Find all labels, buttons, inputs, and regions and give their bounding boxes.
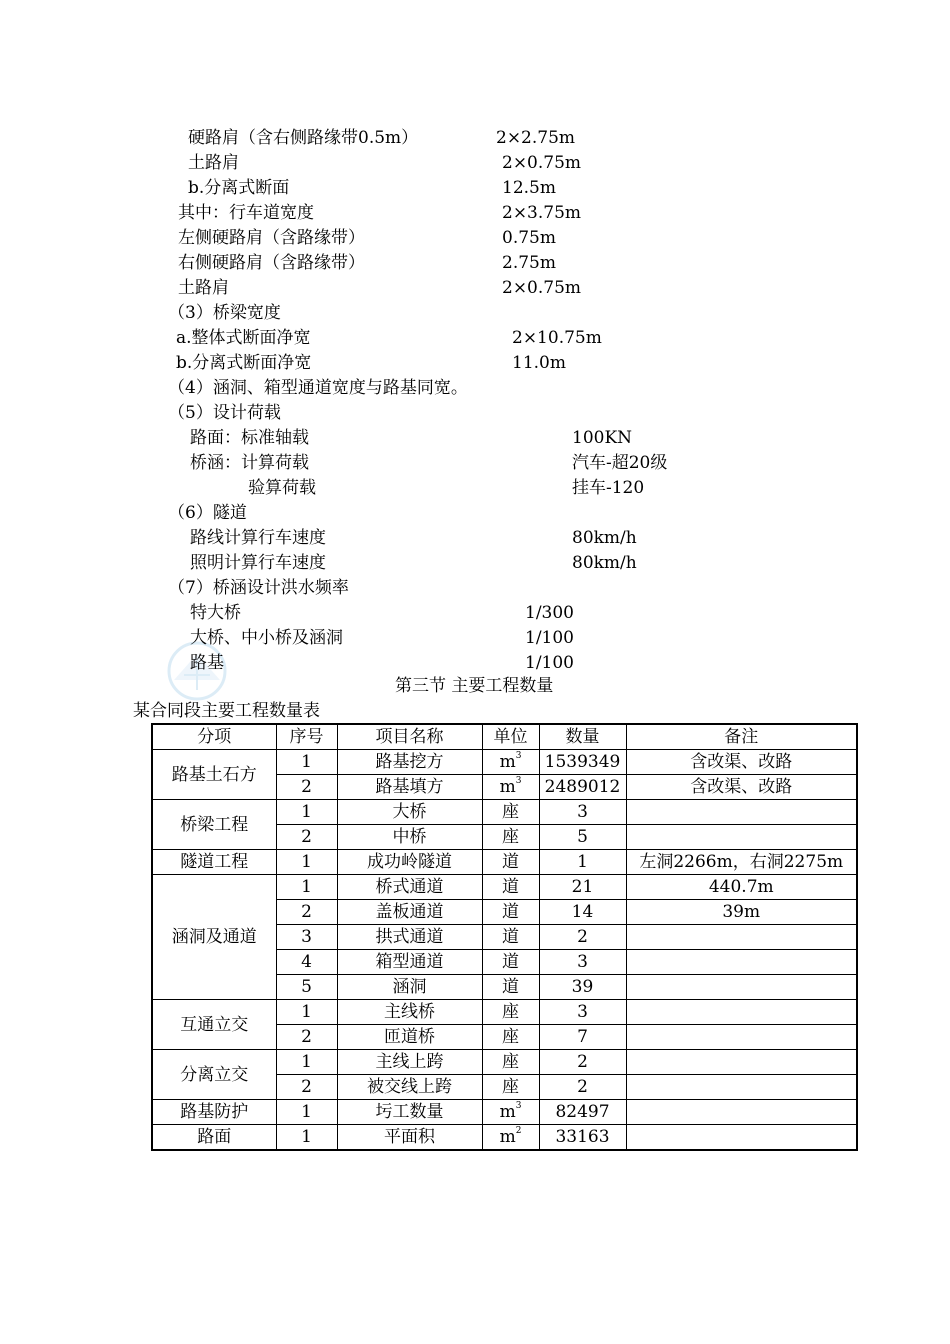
quantity-cell bbox=[539, 800, 626, 825]
quantity-cell bbox=[539, 875, 626, 900]
table-row bbox=[152, 1000, 857, 1025]
section-heading: （7）桥涵设计洪水频率 bbox=[168, 578, 349, 598]
unit-cell bbox=[482, 1100, 539, 1125]
spec-value: 2×0.75m bbox=[502, 278, 582, 298]
quantity-cell-text: 2489012 bbox=[544, 777, 621, 797]
unit-cell bbox=[482, 1050, 539, 1075]
unit-cell-text: 道 bbox=[502, 927, 519, 947]
item-name-cell bbox=[337, 900, 482, 925]
quantity-cell-text: 33163 bbox=[555, 1127, 610, 1147]
quantity-cell-text: 82497 bbox=[555, 1102, 610, 1122]
item-name-cell-text: 主线桥 bbox=[384, 1002, 435, 1022]
spec-value: 11.0m bbox=[512, 353, 566, 373]
spec-label: 大桥、中小桥及涵洞 bbox=[190, 628, 343, 648]
spec-label: 特大桥 bbox=[190, 603, 241, 623]
quantity-cell-text: 21 bbox=[571, 877, 594, 897]
spec-label: b.分离式断面净宽 bbox=[176, 353, 312, 373]
quantity-cell bbox=[539, 825, 626, 850]
item-name-cell-text: 中桥 bbox=[392, 827, 427, 847]
section-title: 第三节 主要工程数量 bbox=[395, 676, 554, 696]
unit-cell-text: m bbox=[499, 752, 516, 772]
row-number-cell-text: 2 bbox=[301, 1077, 312, 1097]
table-row bbox=[152, 750, 857, 775]
row-number-cell-text: 1 bbox=[301, 1052, 312, 1072]
row-number-cell-text: 1 bbox=[301, 877, 312, 897]
row-number-cell-text: 5 bbox=[301, 977, 312, 997]
unit-superscript: 3 bbox=[515, 751, 522, 761]
spec-label: 土路肩 bbox=[188, 153, 239, 173]
row-number-cell-text: 2 bbox=[301, 1027, 312, 1047]
note-cell bbox=[626, 1025, 857, 1050]
spec-value: 2×10.75m bbox=[512, 328, 602, 348]
row-number-cell-text: 3 bbox=[301, 927, 312, 947]
quantity-cell-text: 7 bbox=[577, 1027, 588, 1047]
unit-cell-text: 道 bbox=[502, 852, 519, 872]
unit-cell bbox=[482, 1025, 539, 1050]
category-cell: 涵洞及通道 bbox=[152, 875, 276, 1000]
spec-value: 80km/h bbox=[572, 553, 637, 573]
item-name-cell-text: 大桥 bbox=[392, 802, 427, 822]
spec-label: 路基 bbox=[190, 653, 224, 673]
unit-cell bbox=[482, 825, 539, 850]
header-cell: 分项 bbox=[152, 724, 276, 750]
spec-value: 1/300 bbox=[525, 603, 574, 623]
quantity-cell bbox=[539, 1075, 626, 1100]
item-name-cell-text: 成功岭隧道 bbox=[367, 852, 452, 872]
spec-label: 硬路肩（含右侧路缘带0.5m） bbox=[188, 128, 419, 148]
quantity-cell-text: 2 bbox=[577, 927, 588, 947]
unit-cell-text: 道 bbox=[502, 977, 519, 997]
item-name-cell bbox=[337, 850, 482, 875]
unit-cell-text: 座 bbox=[502, 802, 519, 822]
quantity-cell bbox=[539, 775, 626, 800]
unit-cell bbox=[482, 1125, 539, 1151]
quantity-cell bbox=[539, 1025, 626, 1050]
row-number-cell bbox=[276, 825, 337, 850]
item-name-cell bbox=[337, 925, 482, 950]
item-name-cell-text: 圬工数量 bbox=[375, 1102, 444, 1122]
table-row bbox=[152, 1125, 857, 1151]
unit-cell-text: m bbox=[499, 1127, 516, 1147]
category-cell: 路基防护 bbox=[152, 1100, 276, 1125]
row-number-cell-text: 1 bbox=[301, 802, 312, 822]
quantity-cell-text: 1 bbox=[577, 852, 588, 872]
item-name-cell bbox=[337, 1100, 482, 1125]
row-number-cell bbox=[276, 875, 337, 900]
unit-cell bbox=[482, 950, 539, 975]
unit-cell bbox=[482, 1075, 539, 1100]
row-number-cell bbox=[276, 925, 337, 950]
spec-label: a.整体式断面净宽 bbox=[176, 328, 311, 348]
row-number-cell-text: 2 bbox=[301, 902, 312, 922]
row-number-cell bbox=[276, 1025, 337, 1050]
note-cell bbox=[626, 850, 857, 875]
row-number-cell bbox=[276, 1100, 337, 1125]
spec-value: 汽车-超20级 bbox=[572, 453, 668, 473]
unit-cell bbox=[482, 800, 539, 825]
section-heading: （3）桥梁宽度 bbox=[168, 303, 281, 323]
header-cell: 数量 bbox=[539, 724, 626, 750]
category-cell: 分离立交 bbox=[152, 1050, 276, 1100]
unit-cell-text: m bbox=[499, 1102, 516, 1122]
quantity-cell bbox=[539, 975, 626, 1000]
unit-superscript: 2 bbox=[515, 1126, 522, 1136]
note-cell bbox=[626, 900, 857, 925]
unit-cell-text: 座 bbox=[502, 1052, 519, 1072]
note-cell-text: 含改渠、改路 bbox=[690, 752, 793, 772]
spec-label: 右侧硬路肩（含路缘带） bbox=[178, 253, 365, 273]
item-name-cell bbox=[337, 1050, 482, 1075]
spec-label: 路面：标准轴载 bbox=[190, 428, 309, 448]
note-cell-text: 440.7m bbox=[708, 877, 774, 897]
item-name-cell-text: 平面积 bbox=[384, 1127, 435, 1147]
spec-value: 2×2.75m bbox=[496, 128, 576, 148]
row-number-cell-text: 1 bbox=[301, 852, 312, 872]
unit-cell bbox=[482, 1000, 539, 1025]
note-cell bbox=[626, 800, 857, 825]
row-number-cell-text: 1 bbox=[301, 1002, 312, 1022]
quantity-cell bbox=[539, 1050, 626, 1075]
row-number-cell-text: 2 bbox=[301, 827, 312, 847]
note-cell bbox=[626, 1075, 857, 1100]
unit-cell bbox=[482, 975, 539, 1000]
note-cell-text: 39m bbox=[722, 902, 761, 922]
quantity-cell bbox=[539, 1000, 626, 1025]
table-header-row bbox=[152, 724, 857, 750]
quantity-table bbox=[151, 723, 858, 1151]
spec-label: 土路肩 bbox=[178, 278, 229, 298]
spec-value: 2×0.75m bbox=[502, 153, 582, 173]
note-cell-text: 左洞2266m，右洞2275m bbox=[639, 852, 844, 872]
item-name-cell bbox=[337, 975, 482, 1000]
note-cell bbox=[626, 775, 857, 800]
spec-value: 0.75m bbox=[502, 228, 556, 248]
note-cell bbox=[626, 950, 857, 975]
spec-value: 2.75m bbox=[502, 253, 556, 273]
quantity-cell-text: 14 bbox=[571, 902, 594, 922]
item-name-cell bbox=[337, 750, 482, 775]
row-number-cell bbox=[276, 1125, 337, 1151]
item-name-cell bbox=[337, 825, 482, 850]
row-number-cell bbox=[276, 775, 337, 800]
item-name-cell-text: 主线上跨 bbox=[375, 1052, 444, 1072]
item-name-cell bbox=[337, 775, 482, 800]
unit-cell bbox=[482, 875, 539, 900]
note-cell bbox=[626, 875, 857, 900]
unit-cell bbox=[482, 900, 539, 925]
table-row bbox=[152, 800, 857, 825]
row-number-cell bbox=[276, 975, 337, 1000]
section-heading: （6）隧道 bbox=[168, 503, 247, 523]
spec-label: 其中：行车道宽度 bbox=[178, 203, 314, 223]
header-cell: 备注 bbox=[626, 724, 857, 750]
category-cell: 桥梁工程 bbox=[152, 800, 276, 850]
note-cell bbox=[626, 1100, 857, 1125]
row-number-cell-text: 2 bbox=[301, 777, 312, 797]
item-name-cell-text: 路基填方 bbox=[375, 777, 444, 797]
quantity-cell bbox=[539, 750, 626, 775]
quantity-cell bbox=[539, 1125, 626, 1151]
item-name-cell bbox=[337, 950, 482, 975]
section-heading: （4）涵洞、箱型通道宽度与路基同宽。 bbox=[168, 378, 468, 398]
row-number-cell bbox=[276, 900, 337, 925]
spec-value: 100KN bbox=[572, 428, 633, 448]
row-number-cell bbox=[276, 1050, 337, 1075]
row-number-cell bbox=[276, 850, 337, 875]
spec-label: 照明计算行车速度 bbox=[190, 553, 326, 573]
spec-value: 1/100 bbox=[525, 653, 574, 673]
quantity-cell bbox=[539, 925, 626, 950]
header-cell: 项目名称 bbox=[337, 724, 482, 750]
unit-cell-text: m bbox=[499, 777, 516, 797]
category-cell: 隧道工程 bbox=[152, 850, 276, 875]
item-name-cell bbox=[337, 1125, 482, 1151]
item-name-cell-text: 路基挖方 bbox=[375, 752, 444, 772]
quantity-cell-text: 39 bbox=[571, 977, 594, 997]
quantity-cell-text: 5 bbox=[577, 827, 588, 847]
unit-superscript: 3 bbox=[515, 1101, 522, 1111]
note-cell bbox=[626, 750, 857, 775]
row-number-cell-text: 4 bbox=[301, 952, 312, 972]
unit-cell bbox=[482, 850, 539, 875]
spec-value: 1/100 bbox=[525, 628, 574, 648]
spec-value: 2×3.75m bbox=[502, 203, 582, 223]
table-row bbox=[152, 1100, 857, 1125]
spec-label: 桥涵：计算荷载 bbox=[190, 453, 309, 473]
unit-cell bbox=[482, 925, 539, 950]
item-name-cell-text: 箱型通道 bbox=[375, 952, 444, 972]
item-name-cell-text: 拱式通道 bbox=[375, 927, 444, 947]
quantity-cell-text: 2 bbox=[577, 1052, 588, 1072]
category-cell: 路面 bbox=[152, 1125, 276, 1151]
note-cell bbox=[626, 1000, 857, 1025]
row-number-cell bbox=[276, 750, 337, 775]
header-cell: 单位 bbox=[482, 724, 539, 750]
item-name-cell bbox=[337, 875, 482, 900]
row-number-cell bbox=[276, 950, 337, 975]
unit-cell-text: 座 bbox=[502, 1027, 519, 1047]
unit-cell-text: 道 bbox=[502, 877, 519, 897]
unit-cell-text: 座 bbox=[502, 1077, 519, 1097]
row-number-cell bbox=[276, 1000, 337, 1025]
unit-cell-text: 道 bbox=[502, 902, 519, 922]
unit-cell-text: 道 bbox=[502, 952, 519, 972]
item-name-cell bbox=[337, 800, 482, 825]
row-number-cell-text: 1 bbox=[301, 1127, 312, 1147]
unit-cell bbox=[482, 775, 539, 800]
note-cell bbox=[626, 825, 857, 850]
spec-value: 挂车-120 bbox=[572, 478, 645, 498]
spec-label: b.分离式断面 bbox=[188, 178, 290, 198]
quantity-cell-text: 3 bbox=[577, 1002, 588, 1022]
quantity-cell bbox=[539, 1100, 626, 1125]
header-cell: 序号 bbox=[276, 724, 337, 750]
row-number-cell-text: 1 bbox=[301, 752, 312, 772]
table-caption: 某合同段主要工程数量表 bbox=[133, 701, 320, 721]
row-number-cell bbox=[276, 1075, 337, 1100]
item-name-cell-text: 涵洞 bbox=[392, 977, 427, 997]
unit-superscript: 3 bbox=[515, 776, 522, 786]
table-row bbox=[152, 850, 857, 875]
table-row bbox=[152, 1050, 857, 1075]
item-name-cell-text: 盖板通道 bbox=[375, 902, 444, 922]
item-name-cell-text: 被交线上跨 bbox=[367, 1077, 452, 1097]
quantity-cell-text: 3 bbox=[577, 952, 588, 972]
spec-label: 路线计算行车速度 bbox=[190, 528, 326, 548]
spec-label: 左侧硬路肩（含路缘带） bbox=[178, 228, 365, 248]
unit-cell-text: 座 bbox=[502, 827, 519, 847]
unit-cell-text: 座 bbox=[502, 1002, 519, 1022]
category-cell: 互通立交 bbox=[152, 1000, 276, 1050]
spec-label: 验算荷载 bbox=[248, 478, 316, 498]
table-row bbox=[152, 875, 857, 900]
note-cell-text: 含改渠、改路 bbox=[690, 777, 793, 797]
note-cell bbox=[626, 1125, 857, 1151]
row-number-cell bbox=[276, 800, 337, 825]
table-body bbox=[152, 750, 857, 1151]
note-cell bbox=[626, 1050, 857, 1075]
row-number-cell-text: 1 bbox=[301, 1102, 312, 1122]
item-name-cell bbox=[337, 1025, 482, 1050]
spec-value: 80km/h bbox=[572, 528, 637, 548]
item-name-cell-text: 匝道桥 bbox=[384, 1027, 435, 1047]
note-cell bbox=[626, 975, 857, 1000]
section-heading: （5）设计荷载 bbox=[168, 403, 281, 423]
item-name-cell bbox=[337, 1075, 482, 1100]
quantity-cell-text: 2 bbox=[577, 1077, 588, 1097]
quantity-cell bbox=[539, 950, 626, 975]
item-name-cell bbox=[337, 1000, 482, 1025]
spec-value: 12.5m bbox=[502, 178, 556, 198]
note-cell bbox=[626, 925, 857, 950]
item-name-cell-text: 桥式通道 bbox=[375, 877, 444, 897]
unit-cell bbox=[482, 750, 539, 775]
category-cell: 路基土石方 bbox=[152, 750, 276, 800]
quantity-cell-text: 3 bbox=[577, 802, 588, 822]
quantity-cell bbox=[539, 900, 626, 925]
quantity-cell bbox=[539, 850, 626, 875]
quantity-cell-text: 1539349 bbox=[544, 752, 621, 772]
